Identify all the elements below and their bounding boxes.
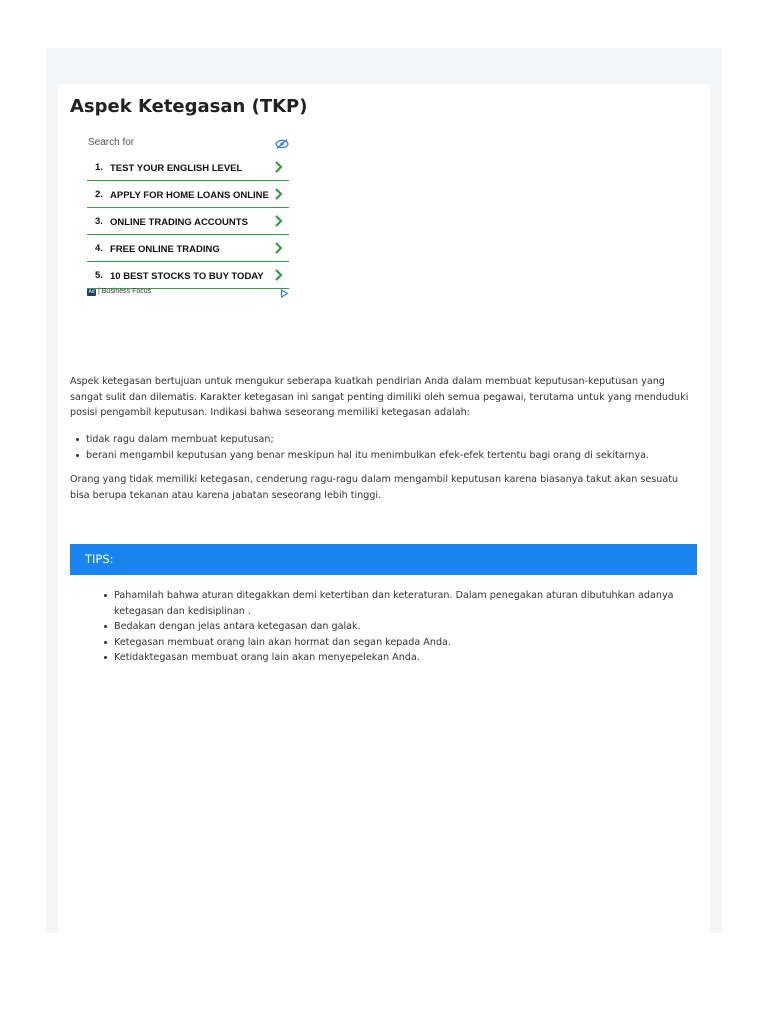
ad-item-number: 2.: [95, 189, 103, 200]
article-card: [58, 84, 710, 933]
ad-item-number: 3.: [95, 216, 103, 227]
conclusion-paragraph: [70, 472, 697, 503]
ad-item-label: ONLINE TRADING ACCOUNTS: [110, 217, 248, 228]
ad-item-number: 5.: [95, 270, 103, 281]
ad-search-label: Search for: [88, 137, 135, 148]
ad-results-list: [87, 154, 289, 289]
ad-result-item[interactable]: [87, 154, 289, 181]
ad-result-item[interactable]: [87, 208, 289, 235]
ad-item-label: APPLY FOR HOME LOANS ONLINE: [110, 190, 269, 201]
tips-header: TIPS:: [70, 544, 697, 575]
page-title: Aspek Ketegasan (TKP): [70, 96, 308, 117]
paragraph-text: Aspek ketegasan bertujuan untuk mengukur seberapa kuatkah pendirian Anda dalam membuat keputusan-keputusan yang sangat sulit dan dilematis. Karakter ketegasan ini sangat penting dimiliki oleh semua pegawai, terutama untuk yang menduduki posisi pengambil keputusan. Indikasi bahwa seseorang memiliki ketegasan adalah:: [70, 376, 689, 418]
list-item: Bedakan dengan jelas antara ketegasan dan galak.: [98, 619, 678, 635]
list-item: Pahamilah bahwa aturan ditegakkan demi ketertiban dan keteraturan. Dalam penegakan aturan dibutuhkan adanya ketegasan dan kedisiplinan .: [98, 588, 678, 619]
ad-result-item[interactable]: [87, 262, 289, 289]
ad-item-number: 1.: [95, 162, 103, 173]
chevron-right-icon: [274, 269, 283, 281]
list-item: tidak ragu dalam membuat keputusan;: [70, 432, 697, 448]
chevron-right-icon: [274, 242, 283, 254]
ad-footer: [87, 288, 289, 300]
chevron-right-icon: [274, 161, 283, 173]
paragraph-text: Orang yang tidak memiliki ketegasan, cenderung ragu-ragu dalam mengambil keputusan karena biasanya takut akan sesuatu bisa berupa tekanan atau karena jabatan seseorang lebih tinggi.: [70, 474, 679, 501]
tips-list: [98, 588, 678, 666]
ad-item-label: FREE ONLINE TRADING: [110, 244, 220, 255]
chevron-right-icon: [274, 188, 283, 200]
chevron-right-icon: [274, 215, 283, 227]
ad-badge: Ad: [88, 289, 95, 295]
ad-item-number: 4.: [95, 243, 103, 254]
eye-off-icon[interactable]: [275, 139, 289, 149]
ad-item-label: 10 BEST STOCKS TO BUY TODAY: [110, 271, 264, 282]
list-item: Ketegasan membuat orang lain akan hormat dan segan kepada Anda.: [98, 635, 678, 651]
ad-brand[interactable]: | Business Focus: [98, 288, 152, 295]
list-item: berani mengambil keputusan yang benar meskipun hal itu menimbulkan efek-efek tertentu bagi orang di sekitarnya.: [70, 448, 697, 464]
ad-header: [87, 136, 289, 154]
ad-result-item[interactable]: [87, 181, 289, 208]
intro-paragraph: [70, 374, 697, 421]
adchoices-icon[interactable]: [280, 289, 289, 298]
ad-item-label: TEST YOUR ENGLISH LEVEL: [110, 163, 243, 174]
list-item: Ketidaktegasan membuat orang lain akan menyepelekan Anda.: [98, 650, 678, 666]
indication-list: [70, 432, 697, 463]
search-ad-widget: [87, 136, 289, 302]
ad-result-item[interactable]: [87, 235, 289, 262]
